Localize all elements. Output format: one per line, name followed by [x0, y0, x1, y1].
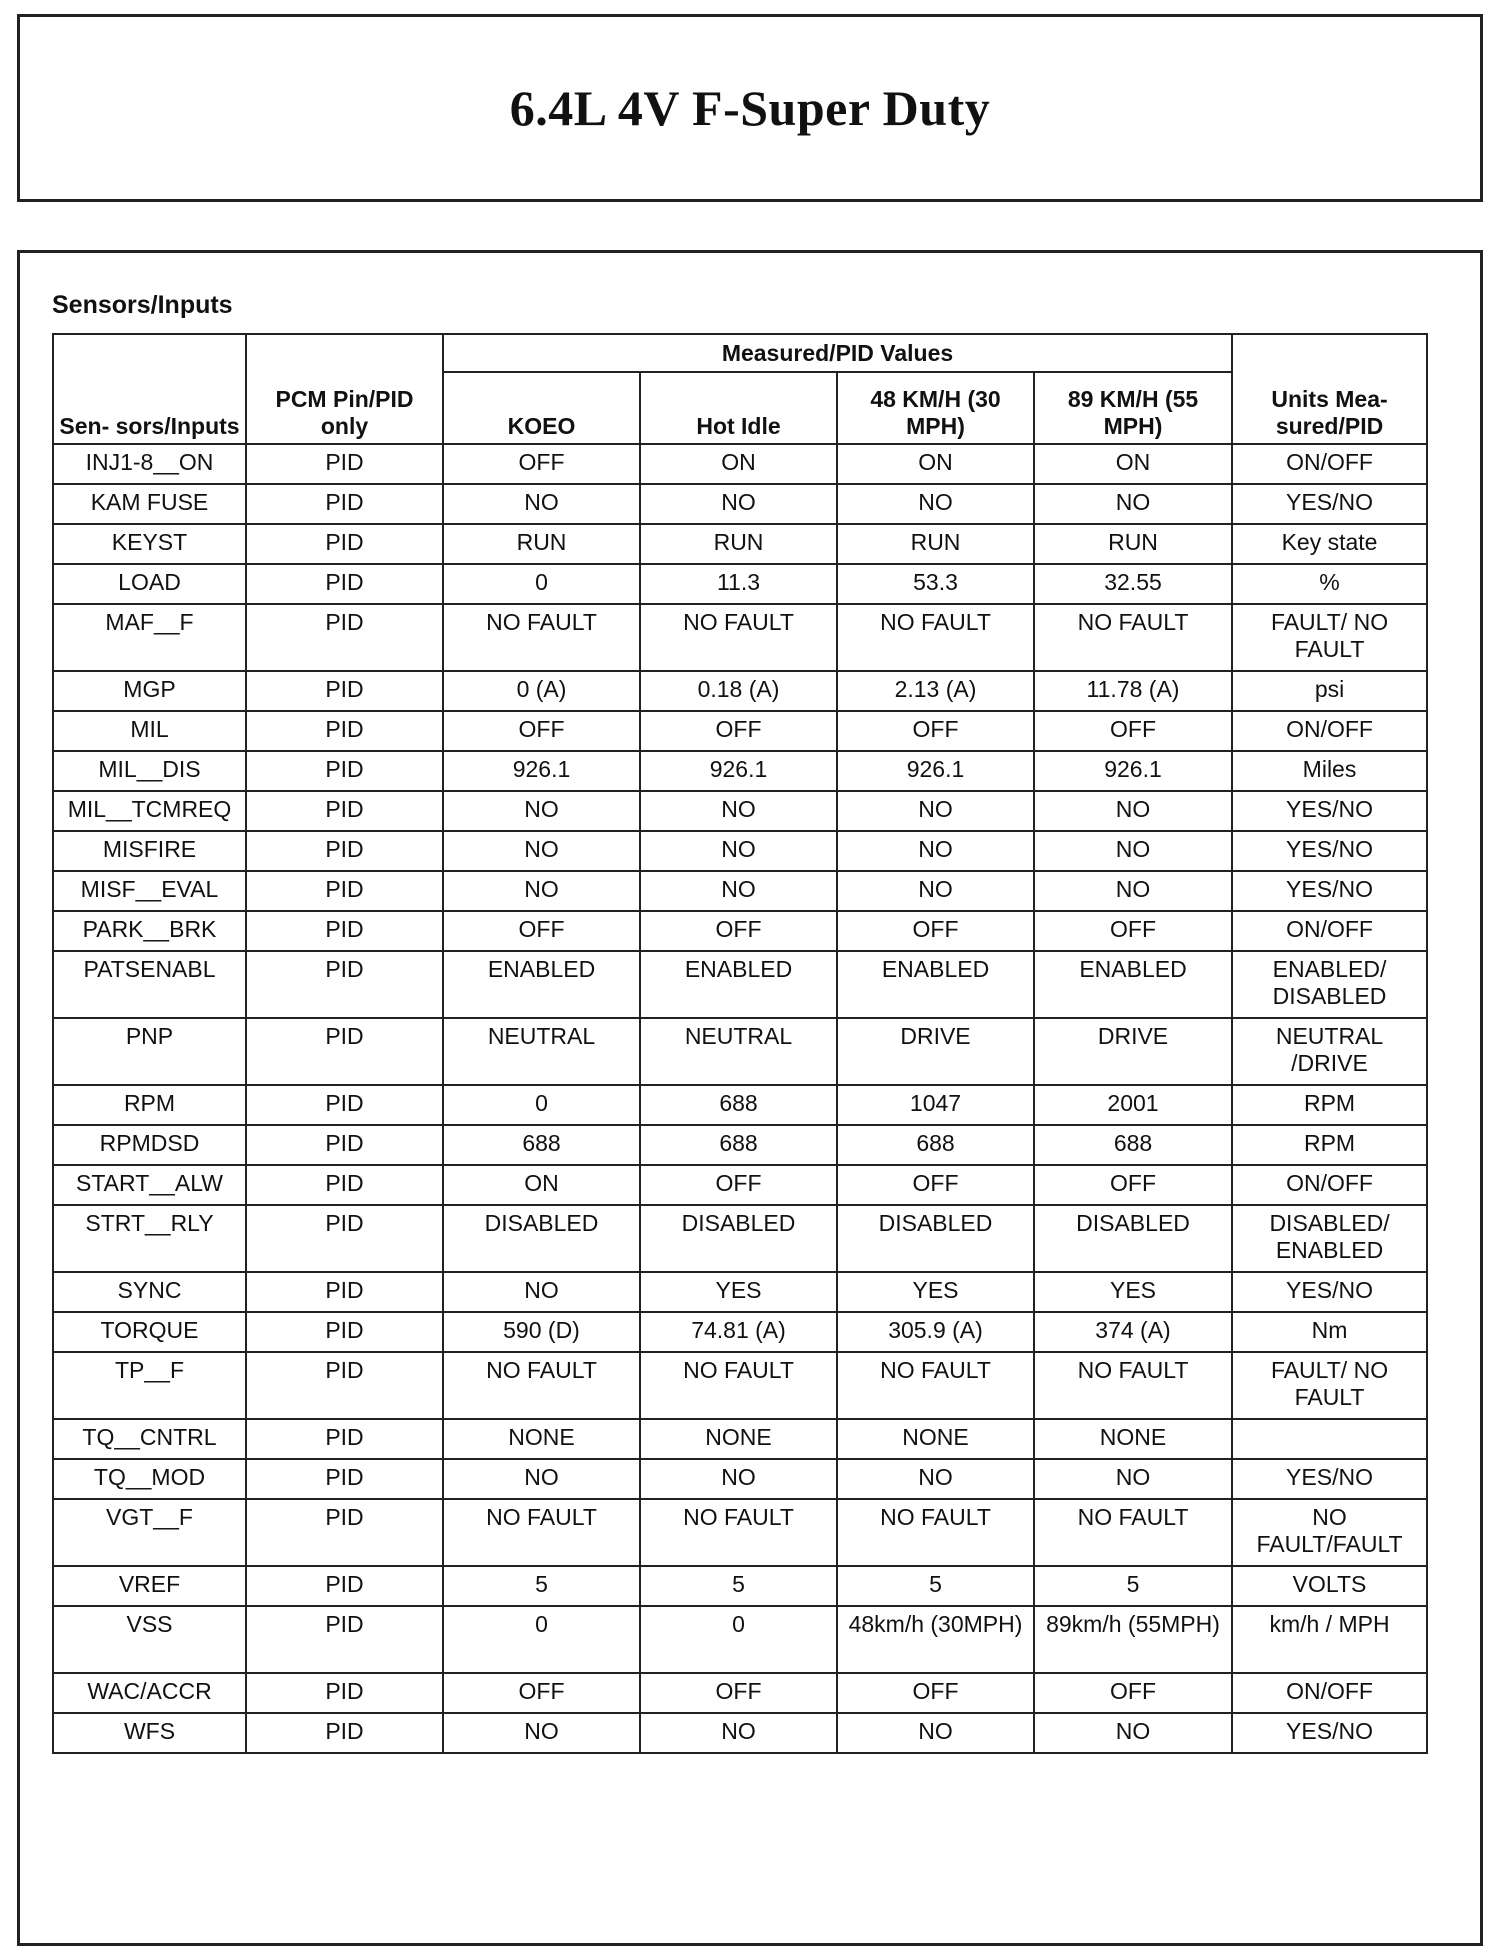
- units-cell: Miles: [1232, 751, 1427, 791]
- koeo-cell: RUN: [443, 524, 640, 564]
- speed89-cell: OFF: [1034, 1165, 1232, 1205]
- sensor-cell: MIL: [53, 711, 246, 751]
- units-cell: ON/OFF: [1232, 1673, 1427, 1713]
- speed48-cell: NO: [837, 1713, 1034, 1753]
- units-cell: Key state: [1232, 524, 1427, 564]
- speed48-cell: NO FAULT: [837, 604, 1034, 671]
- koeo-cell: 0: [443, 1085, 640, 1125]
- table-row: [53, 564, 1427, 604]
- units-cell: YES/NO: [1232, 1713, 1427, 1753]
- hot-idle-cell: ENABLED: [640, 951, 837, 1018]
- units-cell: ON/OFF: [1232, 911, 1427, 951]
- koeo-cell: 0 (A): [443, 671, 640, 711]
- speed89-cell: 5: [1034, 1566, 1232, 1606]
- pcm-cell: PID: [246, 1312, 443, 1352]
- speed48-cell: NO FAULT: [837, 1352, 1034, 1419]
- speed48-cell: ON: [837, 444, 1034, 484]
- koeo-cell: NO: [443, 1272, 640, 1312]
- pcm-cell: PID: [246, 911, 443, 951]
- units-cell: NO FAULT/FAULT: [1232, 1499, 1427, 1566]
- units-cell: psi: [1232, 671, 1427, 711]
- speed89-cell: 11.78 (A): [1034, 671, 1232, 711]
- koeo-cell: NONE: [443, 1419, 640, 1459]
- sensor-cell: PATSENABL: [53, 951, 246, 1018]
- speed48-cell: DRIVE: [837, 1018, 1034, 1085]
- table-row: [53, 604, 1427, 671]
- pcm-cell: PID: [246, 524, 443, 564]
- pcm-cell: PID: [246, 1352, 443, 1419]
- hot-idle-cell: 74.81 (A): [640, 1312, 837, 1352]
- hot-idle-cell: NO FAULT: [640, 1352, 837, 1419]
- content-box: [17, 250, 1483, 1946]
- pcm-cell: PID: [246, 671, 443, 711]
- table-row: [53, 1459, 1427, 1499]
- table-row: [53, 484, 1427, 524]
- koeo-cell: 0: [443, 1606, 640, 1673]
- speed89-cell: NO: [1034, 831, 1232, 871]
- table-row: [53, 871, 1427, 911]
- hot-idle-cell: OFF: [640, 911, 837, 951]
- pcm-cell: PID: [246, 711, 443, 751]
- speed48-cell: 48km/h (30MPH): [837, 1606, 1034, 1673]
- speed89-cell: ENABLED: [1034, 951, 1232, 1018]
- pcm-cell: PID: [246, 1566, 443, 1606]
- hot-idle-cell: 688: [640, 1125, 837, 1165]
- koeo-cell: NEUTRAL: [443, 1018, 640, 1085]
- sensor-cell: MIL__DIS: [53, 751, 246, 791]
- header-units: Units Mea- sured/PID: [1232, 334, 1427, 444]
- units-cell: DISABLED/ ENABLED: [1232, 1205, 1427, 1272]
- pcm-cell: PID: [246, 1499, 443, 1566]
- table-row: [53, 1312, 1427, 1352]
- pcm-cell: PID: [246, 871, 443, 911]
- koeo-cell: NO: [443, 871, 640, 911]
- speed48-cell: OFF: [837, 1165, 1034, 1205]
- sensor-cell: KEYST: [53, 524, 246, 564]
- table-row: [53, 1272, 1427, 1312]
- pcm-cell: PID: [246, 444, 443, 484]
- koeo-cell: NO: [443, 484, 640, 524]
- speed89-cell: NO FAULT: [1034, 1499, 1232, 1566]
- table-row: [53, 751, 1427, 791]
- header-koeo: KOEO: [443, 372, 640, 444]
- table-row: [53, 911, 1427, 951]
- units-cell: YES/NO: [1232, 831, 1427, 871]
- table-row: [53, 671, 1427, 711]
- speed89-cell: OFF: [1034, 1673, 1232, 1713]
- pcm-cell: PID: [246, 1085, 443, 1125]
- units-cell: ENABLED/ DISABLED: [1232, 951, 1427, 1018]
- units-cell: Nm: [1232, 1312, 1427, 1352]
- speed89-cell: YES: [1034, 1272, 1232, 1312]
- header-pcm-pin: PCM Pin/PID only: [246, 334, 443, 444]
- table-row: [53, 1419, 1427, 1459]
- speed48-cell: OFF: [837, 1673, 1034, 1713]
- hot-idle-cell: NO: [640, 791, 837, 831]
- speed48-cell: NO: [837, 791, 1034, 831]
- koeo-cell: ENABLED: [443, 951, 640, 1018]
- speed48-cell: NO: [837, 831, 1034, 871]
- speed89-cell: OFF: [1034, 711, 1232, 751]
- hot-idle-cell: NO: [640, 871, 837, 911]
- pcm-cell: PID: [246, 1205, 443, 1272]
- units-cell: NEUTRAL /DRIVE: [1232, 1018, 1427, 1085]
- pcm-cell: PID: [246, 1673, 443, 1713]
- hot-idle-cell: NO: [640, 1459, 837, 1499]
- sensor-cell: TQ__MOD: [53, 1459, 246, 1499]
- speed89-cell: 688: [1034, 1125, 1232, 1165]
- hot-idle-cell: 0: [640, 1606, 837, 1673]
- hot-idle-cell: NO: [640, 831, 837, 871]
- units-cell: ON/OFF: [1232, 1165, 1427, 1205]
- hot-idle-cell: OFF: [640, 1165, 837, 1205]
- pcm-cell: PID: [246, 1459, 443, 1499]
- units-cell: VOLTS: [1232, 1566, 1427, 1606]
- speed89-cell: NO FAULT: [1034, 604, 1232, 671]
- sensor-cell: TORQUE: [53, 1312, 246, 1352]
- hot-idle-cell: 5: [640, 1566, 837, 1606]
- speed89-cell: 2001: [1034, 1085, 1232, 1125]
- units-cell: RPM: [1232, 1085, 1427, 1125]
- sensor-pid-table: [52, 333, 1428, 1754]
- sensor-cell: SYNC: [53, 1272, 246, 1312]
- hot-idle-cell: 11.3: [640, 564, 837, 604]
- header-89kmh: 89 KM/H (55 MPH): [1034, 372, 1232, 444]
- table-body: [53, 444, 1427, 1753]
- koeo-cell: OFF: [443, 711, 640, 751]
- hot-idle-cell: OFF: [640, 711, 837, 751]
- sensor-cell: PARK__BRK: [53, 911, 246, 951]
- sensor-cell: MIL__TCMREQ: [53, 791, 246, 831]
- table-row: [53, 1085, 1427, 1125]
- speed89-cell: NONE: [1034, 1419, 1232, 1459]
- speed89-cell: NO FAULT: [1034, 1352, 1232, 1419]
- pcm-cell: PID: [246, 604, 443, 671]
- speed89-cell: ON: [1034, 444, 1232, 484]
- units-cell: YES/NO: [1232, 1459, 1427, 1499]
- sensor-cell: VGT__F: [53, 1499, 246, 1566]
- speed48-cell: 305.9 (A): [837, 1312, 1034, 1352]
- hot-idle-cell: NONE: [640, 1419, 837, 1459]
- hot-idle-cell: RUN: [640, 524, 837, 564]
- table-row: [53, 951, 1427, 1018]
- speed48-cell: 2.13 (A): [837, 671, 1034, 711]
- speed89-cell: NO: [1034, 791, 1232, 831]
- koeo-cell: DISABLED: [443, 1205, 640, 1272]
- pcm-cell: PID: [246, 831, 443, 871]
- hot-idle-cell: NO: [640, 1713, 837, 1753]
- speed48-cell: OFF: [837, 911, 1034, 951]
- speed48-cell: NO: [837, 1459, 1034, 1499]
- speed48-cell: 5: [837, 1566, 1034, 1606]
- sensor-cell: KAM FUSE: [53, 484, 246, 524]
- hot-idle-cell: 0.18 (A): [640, 671, 837, 711]
- koeo-cell: 5: [443, 1566, 640, 1606]
- speed89-cell: 89km/h (55MPH): [1034, 1606, 1232, 1673]
- hot-idle-cell: NO FAULT: [640, 604, 837, 671]
- speed48-cell: 1047: [837, 1085, 1034, 1125]
- units-cell: ON/OFF: [1232, 711, 1427, 751]
- title-box: [17, 14, 1483, 202]
- table-row: [53, 1713, 1427, 1753]
- table-row: [53, 1566, 1427, 1606]
- sensor-cell: WAC/ACCR: [53, 1673, 246, 1713]
- speed48-cell: NO FAULT: [837, 1499, 1034, 1566]
- table-row: [53, 1606, 1427, 1673]
- speed89-cell: 32.55: [1034, 564, 1232, 604]
- table-row: [53, 1125, 1427, 1165]
- table-row: [53, 1352, 1427, 1419]
- speed48-cell: 926.1: [837, 751, 1034, 791]
- speed89-cell: NO: [1034, 1459, 1232, 1499]
- table-row: [53, 444, 1427, 484]
- table-row: [53, 1673, 1427, 1713]
- sensor-cell: MISFIRE: [53, 831, 246, 871]
- table-row: [53, 1205, 1427, 1272]
- hot-idle-cell: YES: [640, 1272, 837, 1312]
- units-cell: FAULT/ NO FAULT: [1232, 1352, 1427, 1419]
- units-cell: YES/NO: [1232, 484, 1427, 524]
- koeo-cell: 0: [443, 564, 640, 604]
- koeo-cell: 590 (D): [443, 1312, 640, 1352]
- sensor-cell: TP__F: [53, 1352, 246, 1419]
- sensor-cell: MISF__EVAL: [53, 871, 246, 911]
- sensor-cell: PNP: [53, 1018, 246, 1085]
- koeo-cell: NO: [443, 1713, 640, 1753]
- speed89-cell: OFF: [1034, 911, 1232, 951]
- speed89-cell: 926.1: [1034, 751, 1232, 791]
- hot-idle-cell: OFF: [640, 1673, 837, 1713]
- header-sensors-inputs: Sen- sors/Inputs: [53, 334, 246, 444]
- pcm-cell: PID: [246, 484, 443, 524]
- koeo-cell: NO FAULT: [443, 1352, 640, 1419]
- sensor-cell: INJ1-8__ON: [53, 444, 246, 484]
- header-hot-idle: Hot Idle: [640, 372, 837, 444]
- speed48-cell: NO: [837, 484, 1034, 524]
- sensor-cell: VREF: [53, 1566, 246, 1606]
- speed48-cell: 688: [837, 1125, 1034, 1165]
- pcm-cell: PID: [246, 1272, 443, 1312]
- units-cell: [1232, 1419, 1427, 1459]
- sensor-cell: RPMDSD: [53, 1125, 246, 1165]
- speed89-cell: RUN: [1034, 524, 1232, 564]
- sensor-cell: RPM: [53, 1085, 246, 1125]
- pcm-cell: PID: [246, 564, 443, 604]
- speed48-cell: DISABLED: [837, 1205, 1034, 1272]
- units-cell: YES/NO: [1232, 871, 1427, 911]
- speed89-cell: 374 (A): [1034, 1312, 1232, 1352]
- units-cell: RPM: [1232, 1125, 1427, 1165]
- sensor-cell: MGP: [53, 671, 246, 711]
- speed48-cell: ENABLED: [837, 951, 1034, 1018]
- units-cell: YES/NO: [1232, 1272, 1427, 1312]
- koeo-cell: 688: [443, 1125, 640, 1165]
- sensor-cell: VSS: [53, 1606, 246, 1673]
- sensor-cell: LOAD: [53, 564, 246, 604]
- units-cell: YES/NO: [1232, 791, 1427, 831]
- sensor-cell: TQ__CNTRL: [53, 1419, 246, 1459]
- pcm-cell: PID: [246, 1018, 443, 1085]
- koeo-cell: ON: [443, 1165, 640, 1205]
- hot-idle-cell: NEUTRAL: [640, 1018, 837, 1085]
- koeo-cell: NO: [443, 831, 640, 871]
- units-cell: km/h / MPH: [1232, 1606, 1427, 1673]
- hot-idle-cell: NO: [640, 484, 837, 524]
- table-row: [53, 791, 1427, 831]
- hot-idle-cell: DISABLED: [640, 1205, 837, 1272]
- pcm-cell: PID: [246, 791, 443, 831]
- header-measured-pid-values: Measured/PID Values: [443, 334, 1232, 372]
- pcm-cell: PID: [246, 751, 443, 791]
- page-title: 6.4L 4V F-Super Duty: [509, 80, 991, 136]
- koeo-cell: OFF: [443, 1673, 640, 1713]
- hot-idle-cell: 688: [640, 1085, 837, 1125]
- speed48-cell: NO: [837, 871, 1034, 911]
- units-cell: ON/OFF: [1232, 444, 1427, 484]
- speed48-cell: RUN: [837, 524, 1034, 564]
- pcm-cell: PID: [246, 1165, 443, 1205]
- hot-idle-cell: 926.1: [640, 751, 837, 791]
- table-row: [53, 524, 1427, 564]
- speed48-cell: NONE: [837, 1419, 1034, 1459]
- speed89-cell: NO: [1034, 1713, 1232, 1753]
- header-48kmh: 48 KM/H (30 MPH): [837, 372, 1034, 444]
- hot-idle-cell: NO FAULT: [640, 1499, 837, 1566]
- koeo-cell: OFF: [443, 911, 640, 951]
- section-title: Sensors/Inputs: [52, 291, 233, 319]
- units-cell: FAULT/ NO FAULT: [1232, 604, 1427, 671]
- koeo-cell: 926.1: [443, 751, 640, 791]
- sensor-cell: WFS: [53, 1713, 246, 1753]
- speed48-cell: OFF: [837, 711, 1034, 751]
- koeo-cell: OFF: [443, 444, 640, 484]
- table-row: [53, 1165, 1427, 1205]
- koeo-cell: NO FAULT: [443, 1499, 640, 1566]
- sensor-cell: STRT__RLY: [53, 1205, 246, 1272]
- table-row: [53, 1499, 1427, 1566]
- pcm-cell: PID: [246, 1606, 443, 1673]
- sensor-cell: START__ALW: [53, 1165, 246, 1205]
- pcm-cell: PID: [246, 951, 443, 1018]
- koeo-cell: NO: [443, 791, 640, 831]
- speed48-cell: 53.3: [837, 564, 1034, 604]
- pcm-cell: PID: [246, 1125, 443, 1165]
- pcm-cell: PID: [246, 1713, 443, 1753]
- table-row: [53, 831, 1427, 871]
- sensor-cell: MAF__F: [53, 604, 246, 671]
- koeo-cell: NO: [443, 1459, 640, 1499]
- pcm-cell: PID: [246, 1419, 443, 1459]
- hot-idle-cell: ON: [640, 444, 837, 484]
- units-cell: %: [1232, 564, 1427, 604]
- speed89-cell: DRIVE: [1034, 1018, 1232, 1085]
- speed48-cell: YES: [837, 1272, 1034, 1312]
- speed89-cell: NO: [1034, 871, 1232, 911]
- table-row: [53, 711, 1427, 751]
- table-row: [53, 1018, 1427, 1085]
- speed89-cell: NO: [1034, 484, 1232, 524]
- speed89-cell: DISABLED: [1034, 1205, 1232, 1272]
- koeo-cell: NO FAULT: [443, 604, 640, 671]
